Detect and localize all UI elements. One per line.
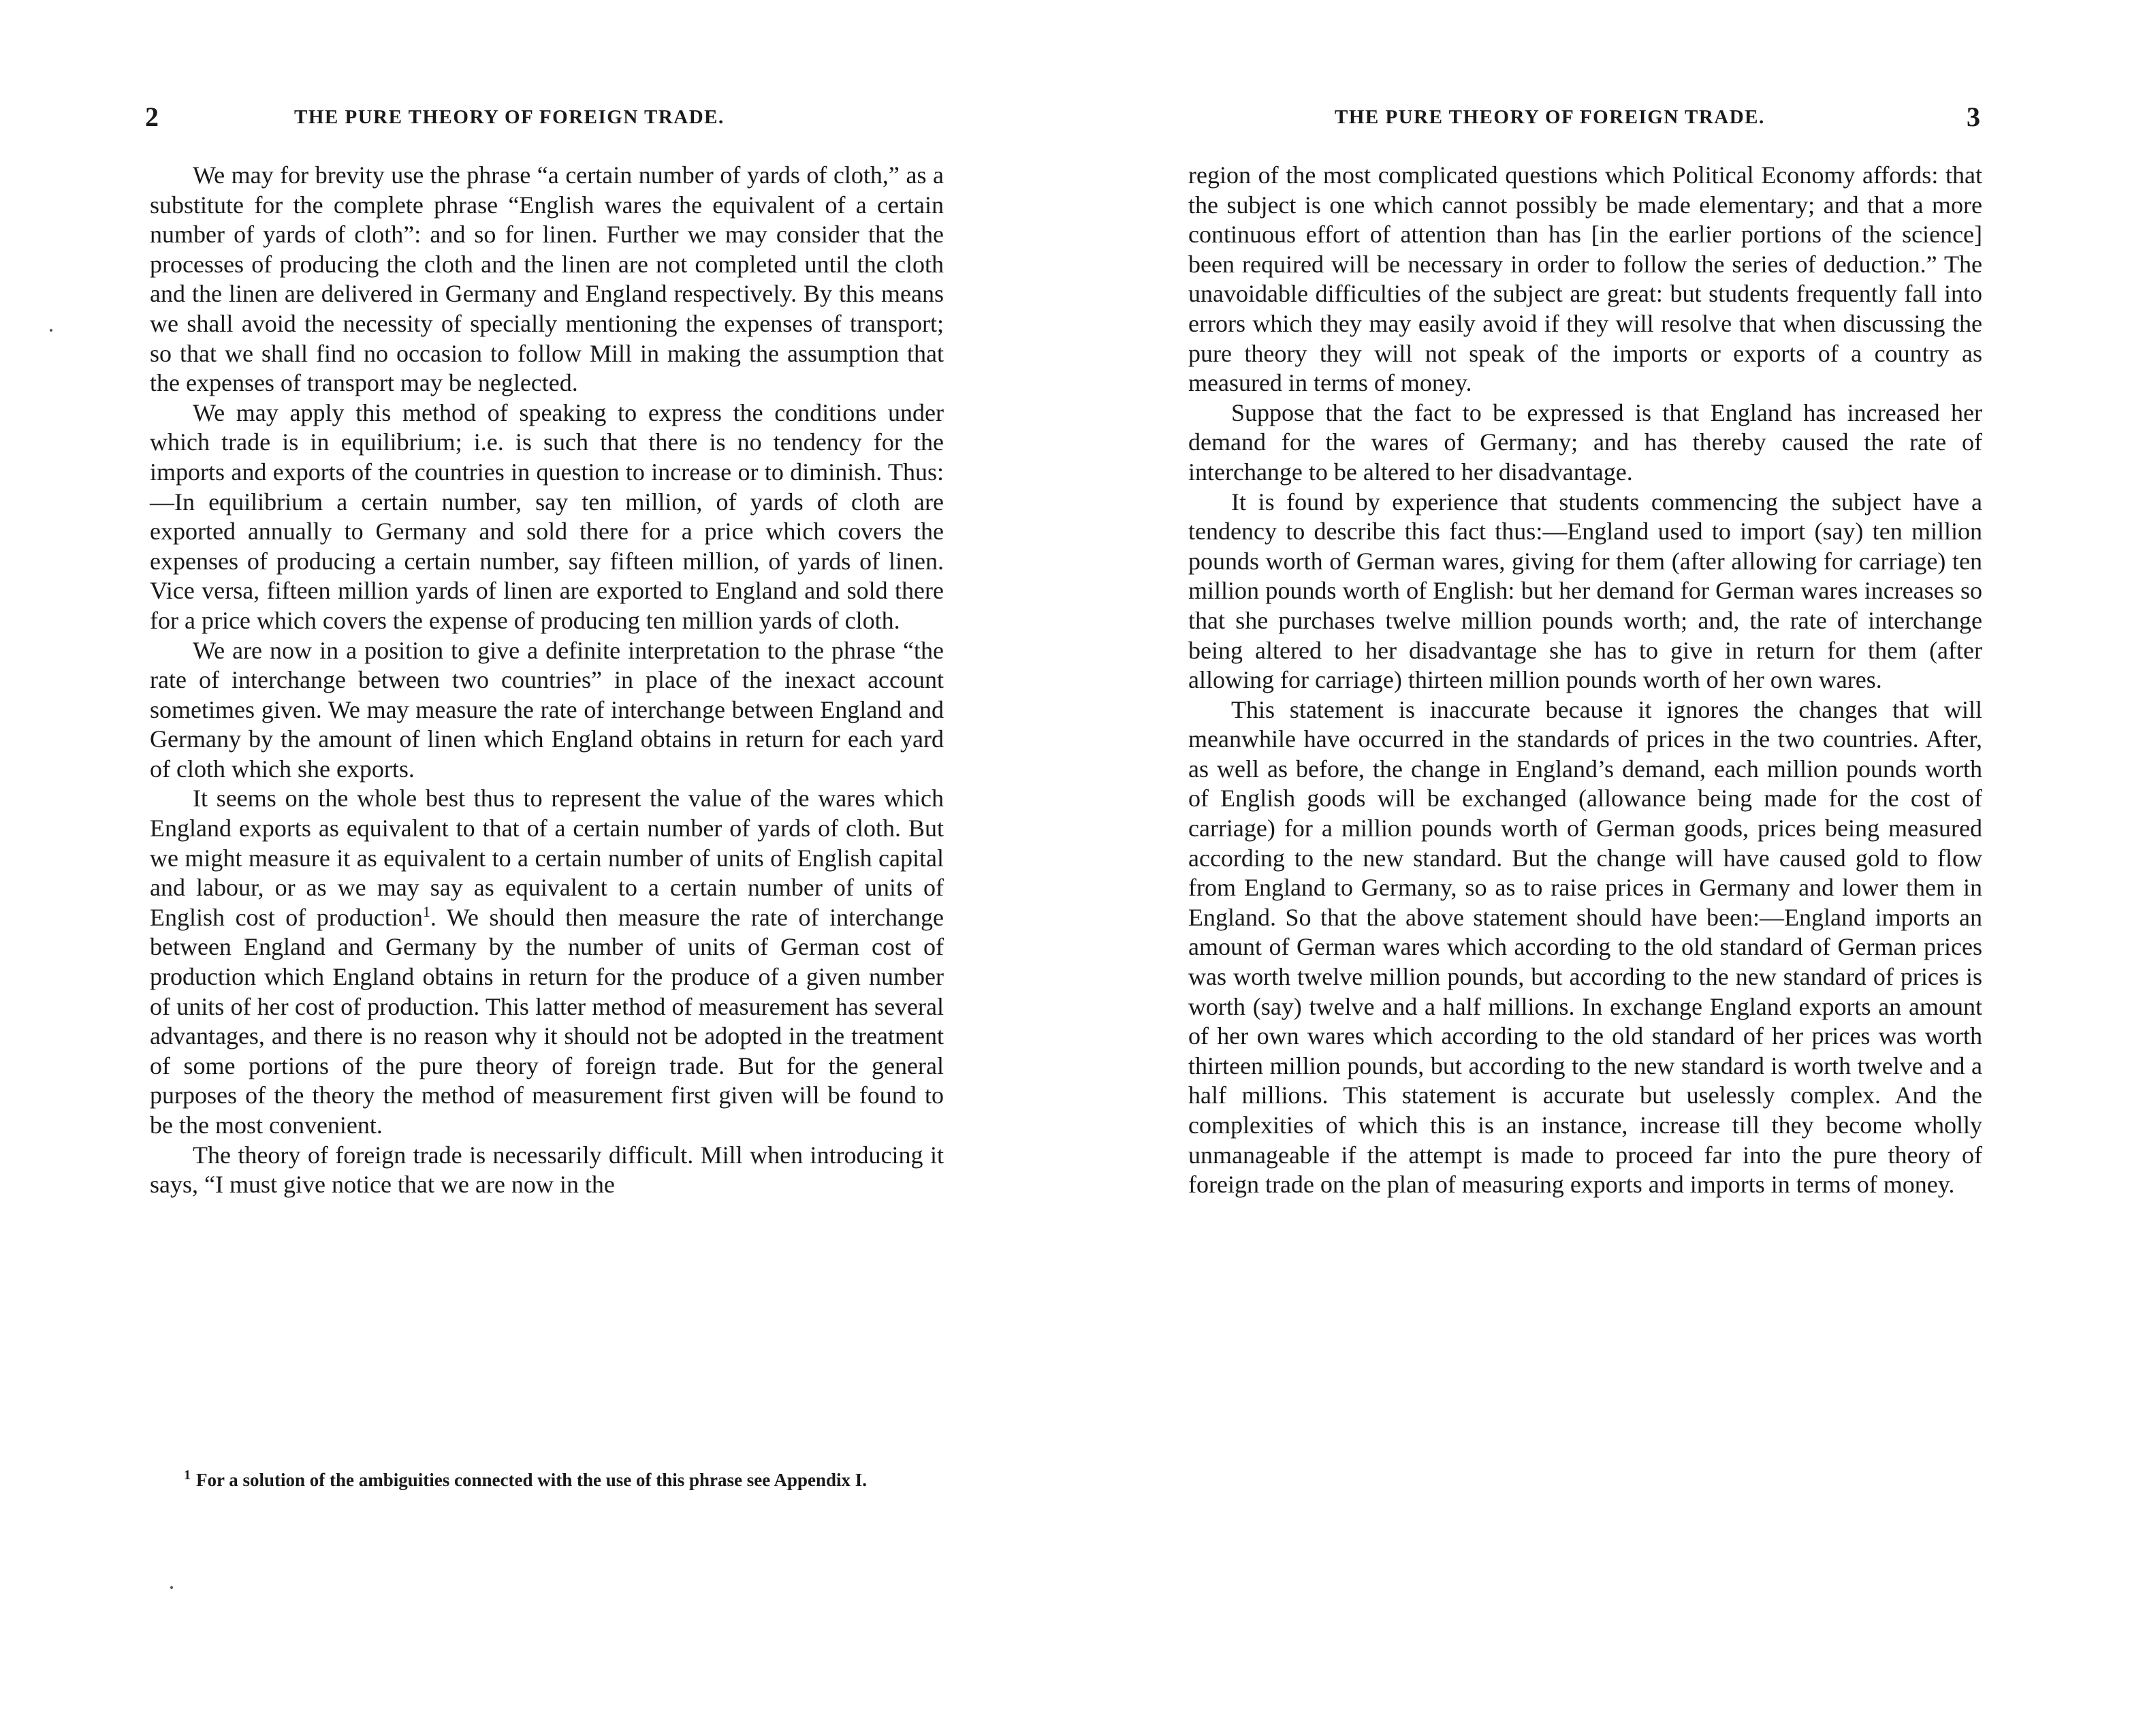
paragraph: region of the most complicated questions which Political Economy affords: that the subject is one which cannot possibly be made elementary; and that a more continuous effort of attention than has [in the earlier portions of the science] been required will be necessary in order to follow the series of deduction.” The unavoidable difficulties of the subject are great: but students frequently fall into errors which they may easily avoid if they will resolve that when discussing the pure theory they will not speak of the imports or exports of a country as measured in terms of money. [1188,161,1982,397]
paragraph-text: It seems on the whole best thus to represent the value of the wares which England exports as equivalent to that of a certain number of yards of cloth. But we might measure it as equivalent to a certain number of units of English capital and labour, or as we may say as equivalent to a certain number of units of English cost of production [150,785,944,931]
paragraph: We may apply this method of speaking to express the conditions under which trade is in equilibrium; i.e. is such that there is no tendency for the imports and exports of the countries in question to increase or to diminish. Thus:—In equilibrium a certain number, say ten million, of yards of cloth are exported annually to Germany and sold there for a price which covers the expenses of producing a certain number, say fifteen million, of yards of linen. Vice versa, fifteen million yards of linen are exported to England and sold there for a price which covers the expense of producing ten million yards of cloth. [150,398,944,634]
footnote-text: For a solution of the ambiguities connected with the use of this phrase see Appendix I. [196,1470,868,1490]
paragraph [150,784,944,1140]
paragraph: It is found by experience that students commencing the subject have a tendency to describe this fact thus:—England used to import (say) ten million pounds worth of German wares, giving for them (after allowing for carriage) ten million pounds worth of English: but her demand for German wares increases so that she purchases twelve million pounds worth; and, the rate of interchange being altered to her disadvantage she has to give in return for them (after allowing for carriage) thirteen million pounds worth of her own wares. [1188,488,1982,694]
scan-speck [170,1586,173,1589]
right-page [1072,0,2145,1736]
page-number: 3 [1967,101,1980,132]
paragraph: This statement is inaccurate because it ignores the changes that will meanwhile have occurred in the standards of prices in the two countries. After, as well as before, the change in England’s demand, each million pounds worth of English goods will be exchanged (allowance being made for the cost of carriage) for a million pounds worth of German goods, prices being measured according to the new standard. But the change will have caused gold to flow from England to Germany, so as to raise prices in Germany and lower them in England. So that the above statement should have been:—England imports an amount of German wares which according to the old standard of German prices was worth twelve million pounds, but according to the new standard of prices is worth (say) twelve and a half millions. In exchange England exports an amount of her own wares which according to the old standard of her prices was worth thirteen million pounds, but according to the new standard is worth twelve and a half millions. This statement is accurate but uselessly complex. And the complexities of which this is an instance, increase till they become wholly unmanageable if the attempt is made to proceed far into the pure theory of foreign trade on the plan of measuring exports and imports in terms of money. [1188,695,1982,1199]
paragraph: The theory of foreign trade is necessarily difficult. Mill when introducing it says, “I must give notice that we are now in the [150,1141,944,1199]
left-page [0,0,1072,1736]
body-text [150,161,944,1200]
paragraph: We may for brevity use the phrase “a certain number of yards of cloth,” as a substitute for the complete phrase “English wares the equivalent of a certain number of yards of cloth”: and so for linen. Further we may consider that the processes of producing the cloth and the linen are not completed until the cloth and the linen are delivered in Germany and England respectively. By this means we shall avoid the necessity of specially mentioning the expenses of transport; so that we shall find no occasion to follow Mill in making the assumption that the expenses of transport may be neglected. [150,161,944,397]
footnote [158,1469,944,1492]
paragraph-text: . We should then measure the rate of interchange between England and Germany by the number of units of German cost of production which England obtains in return for the produce of a given number of units of her cost of production. This latter method of measurement has several advantages, and there is no reason why it should not be adopted in the treatment of some portions of the pure theory of foreign trade. But for the general purposes of the theory the method of measurement first given will be found to be the most convenient. [150,903,944,1139]
footnote-marker: 1 [184,1468,191,1483]
paragraph: We are now in a position to give a definite interpretation to the phrase “the rate of interchange between two countries” in place of the inexact account sometimes given. We may measure the rate of interchange between England and Germany by the amount of linen which England obtains in return for each yard of cloth which she exports. [150,636,944,783]
running-head: THE PURE THEORY OF FOREIGN TRADE. [1335,106,1765,128]
page-number: 2 [145,101,159,132]
body-text [1188,161,1982,1200]
paragraph: Suppose that the fact to be expressed is that England has increased her demand for the wares of Germany; and has thereby caused the rate of interchange to be altered to her disadvantage. [1188,398,1982,486]
footnote-reference[interactable]: 1 [422,902,430,920]
scan-speck [50,329,52,332]
running-head: THE PURE THEORY OF FOREIGN TRADE. [294,106,725,128]
